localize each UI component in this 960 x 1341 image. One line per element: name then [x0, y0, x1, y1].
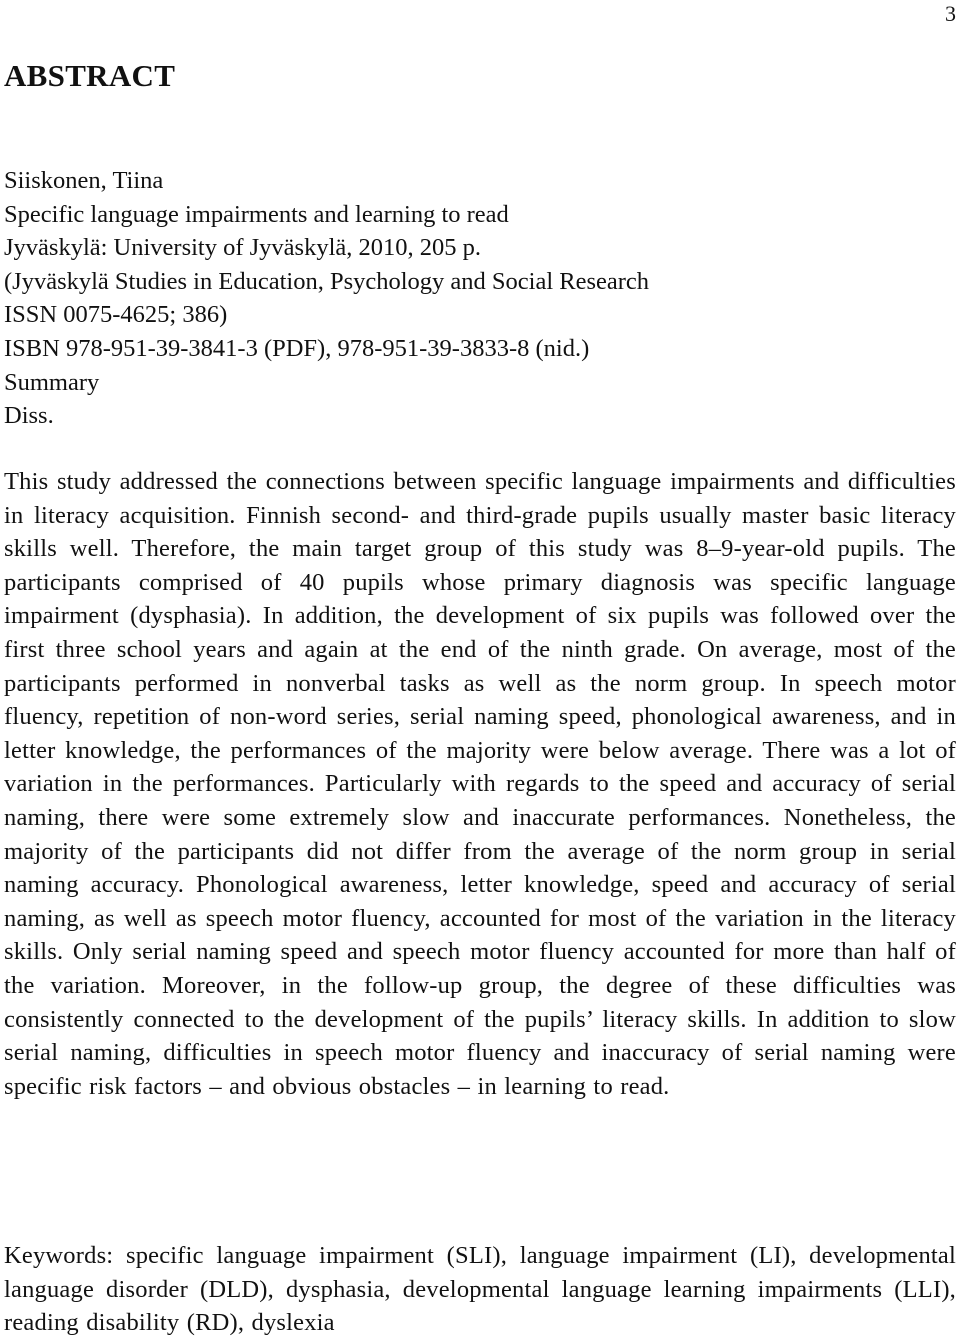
issn-line: ISSN 0075-4625; 386)	[4, 301, 228, 329]
keywords-paragraph: Keywords: specific language impairment (SLI), language impairment (LI), developmental language disorder (DLD), dysphasia, developmental language learning impairments (LLI), reading disability (RD), dyslexia	[4, 1242, 956, 1337]
publisher-line: Jyväskylä: University of Jyväskylä, 2010, 205 p.	[4, 234, 482, 262]
author-line: Siiskonen, Tiina	[4, 167, 164, 194]
diss-line: Diss.	[4, 402, 54, 430]
abstract-heading: ABSTRACT	[4, 58, 176, 93]
isbn-line: ISBN 978-951-39-3841-3 (PDF), 978-951-39-3833-8 (nid.)	[4, 334, 590, 362]
page-number: 3	[945, 1, 956, 26]
abstract-paragraph: This study addressed the connections between specific language impairments and difficulties in literacy acquisition. Finnish second- and third-grade pupils usually master basic literacy skills well. Therefore, the main target group of this study was 8–9-year-old pupils. The participants comprised of 40 pupils whose primary diagnosis was specific language impairment (dysphasia). In addition, the development of six pupils was followed over the first three school years and again at the end of the ninth grade. On average, most of the participants performed in nonverbal tasks as well as the norm group. In speech motor fluency, repetition of non-word series, serial naming speed, phonological awareness, and in letter knowledge, the performances of the majority were below average. There was a lot of variation in the performances. Particularly with regards to the speed and accuracy of serial naming, there were some extremely slow and inaccurate performances. Nonetheless, the majority of the participants did not differ from the average of the norm group in serial naming accuracy. Phonological awareness, letter knowledge, speed and accuracy of serial naming, as well as speech motor fluency, accounted for most of the variation in the literacy skills. Only serial naming speed and speech motor fluency accounted for more than half of the variation. Moreover, in the follow-up group, the degree of these difficulties was consistently connected to the development of the pupils’ literacy skills. In addition to slow serial naming, difficulties in speech motor fluency and inaccuracy of serial naming were specific risk factors – and obvious obstacles – in learning to read.	[4, 468, 956, 1100]
title-line: Specific language impairments and learning to read	[4, 200, 509, 228]
series-line: (Jyväskylä Studies in Education, Psychology and Social Research	[4, 267, 650, 295]
bibliographic-info	[4, 164, 956, 433]
summary-line: Summary	[4, 368, 100, 396]
